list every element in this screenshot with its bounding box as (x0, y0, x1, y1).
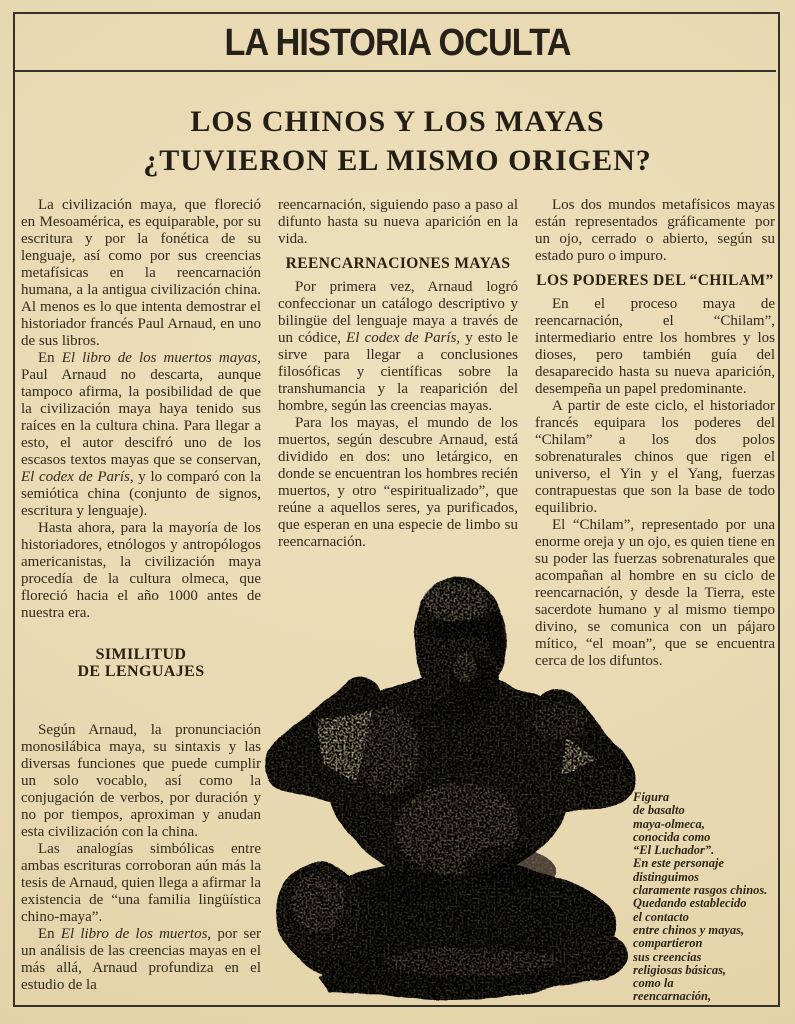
article-paragraph: La civilización maya, que floreció en Mesoamérica, es equiparable, por su escritura y por la fonética de su lenguaje, así como por sus creencias metafísicas en la reencarnación humana, a la antigua civilización china. Al menos es lo que intenta demostrar el historiador francés Paul Arnaud, en uno de sus libros. (21, 197, 261, 349)
headline-line-2: ¿TUVIERON EL MISMO ORIGEN? (143, 144, 652, 177)
caption-line: Quedando establecido (633, 896, 747, 911)
article-paragraph: Hasta ahora, para la mayoría de los historiadores, etnólogos y antropólogos americanistas, la civilización maya procedía de la cultura olmeca, que floreció hacia el año 1000 antes de nuestra era. (21, 520, 261, 621)
article-paragraph: El “Chilam”, representado por una enorme oreja y un ojo, es quien tiene en su poder las fuerzas sobrenaturales que acompañan al hombre en su ciclo de reencarnación, y desde la Tierra, este sacerdote humano y al mismo tiempo divino, se comunica con un pájaro mítico, “el moan”, que se encuentra cerca de los difuntos. (535, 517, 775, 669)
article-column-1 (21, 197, 261, 1005)
caption-line: entre chinos y mayas, (633, 922, 745, 937)
article-paragraph: Según Arnaud, la pronunciación monosilábica maya, su sintaxis y las diversas funciones que puede cumplir un solo vocablo, así como la conjugación de verbos, por duración y no por tiempos, aproximan y anudan esta civilización con la china. (21, 722, 261, 840)
caption-line: conocida como (633, 829, 711, 844)
caption-line: distinguimos (633, 869, 699, 884)
caption-line: maya-olmeca, (633, 816, 705, 831)
article-paragraph: Por primera vez, Arnaud logró confeccionar un catálogo descriptivo y bilingüe del lenguaje maya a través de un códice, El codex de París, y esto le sirve para llegar a conclusiones filosóficas y científicas sobre la transhumancia y la reaparición del hombre, según las creencias mayas. (278, 279, 518, 414)
caption-line: Figura (633, 790, 670, 804)
caption-line: compartieron (633, 936, 703, 951)
section-banner-title: LA HISTORIA OCULTA (224, 22, 571, 64)
caption-line: de basalto (633, 803, 685, 818)
article-paragraph: Para los mayas, el mundo de los muertos, según descubre Arnaud, está dividido en dos: uno letárgico, en donde se encuentran los hombres recién muertos, y otro “espiritualizado”, que reúne a aquellos seres, ya purificados, que esperan en una especie de limbo su reencarnación. (278, 415, 518, 550)
article-paragraph: En el proceso maya de reencarnación, el “Chilam”, intermediario entre los hombres y los dioses, pero también guía del desaparecido hasta su nueva aparición, desempeña un papel predominante. (535, 296, 775, 397)
caption-line: claramente rasgos chinos. (633, 883, 768, 898)
caption-line: sus creencias (633, 949, 702, 964)
section-heading: REENCARNACIONES MAYAS (285, 255, 511, 272)
article-paragraph: Los dos mundos metafísicos mayas están representados gráficamente por un ojo, cerrado o abierto, según su estado puro o impuro. (535, 197, 775, 264)
article-headline (0, 102, 795, 180)
article-paragraph: Las analogías simbólicas entre ambas escrituras corroboran aún más la tesis de Arnaud, quien llega a afirmar la existencia de “una familia lingüística chino-maya”. (21, 841, 261, 925)
section-heading: LOS PODERES DEL “CHILAM” (536, 272, 774, 289)
article-paragraph: En El libro de los muertos mayas, Paul Arnaud no descarta, aunque tampoco afirma, la posibilidad de que la civilización maya haya tenido sus raíces en la cultura china. Para llegar a esto, el autor descifró uno de los escasos textos mayas que se conservan, El codex de París, y lo comparó con la semiótica china (conjunto de signos, escritura y lenguaje). (21, 350, 261, 519)
photo-caption (633, 791, 785, 1004)
section-heading: SIMILITUD DE LENGUAJES (77, 646, 205, 680)
article-paragraph: reencarnación, siguiendo paso a paso al difunto hasta su nueva aparición en la vida. (278, 197, 518, 247)
banner-divider-rule (15, 70, 776, 72)
caption-line: religiosas básicas, (633, 962, 727, 977)
headline-line-1: LOS CHINOS Y LOS MAYAS (190, 105, 605, 138)
article-paragraph: En El libro de los muertos, por ser un análisis de las creencias mayas en el más allá, Arnaud profundiza en el estudio de la (21, 926, 261, 993)
statue-photo (260, 568, 650, 1010)
caption-line: En este personaje (633, 856, 724, 871)
article-paragraph: A partir de este ciclo, el historiador francés equipara los poderes del “Chilam” a los dos polos sobrenaturales chinos que rigen el universo, el Yin y el Yang, fuerzas contrapuestas que son la base de todo equilibrio. (535, 398, 775, 516)
caption-line: reencarnación, (633, 989, 712, 1004)
caption-line: “El Luchador”. (633, 843, 715, 858)
caption-line: el contacto (633, 909, 689, 924)
caption-line: como la (633, 976, 674, 991)
